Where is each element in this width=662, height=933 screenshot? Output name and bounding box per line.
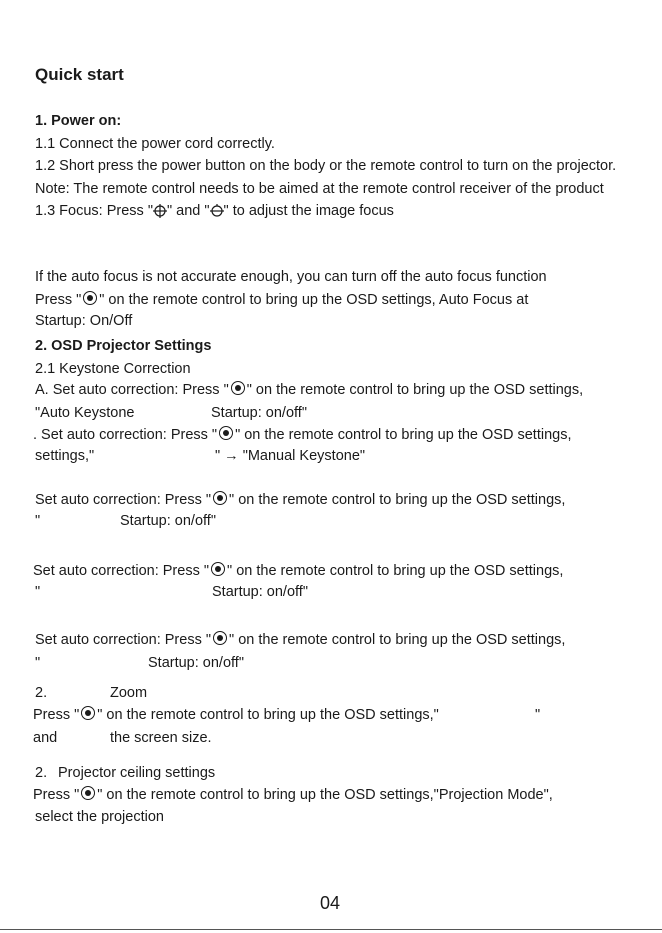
- text-line: Startup: on/off": [212, 584, 308, 600]
- text-line: Startup: on/off": [211, 405, 307, 421]
- text-line: ": [35, 584, 41, 600]
- ok-button-icon: [213, 631, 227, 645]
- note-line: Note: The remote control needs to be aimed at the remote control receiver of the product: [35, 181, 604, 197]
- text: Auto Focus at: [438, 292, 529, 308]
- text-line: 2.: [35, 685, 48, 701]
- text: " to adjust the image focus: [223, 203, 394, 219]
- bottom-divider: [0, 929, 662, 930]
- text: " on the remote control to bring up the OSD settings,: [229, 632, 566, 648]
- page-number: 04: [320, 893, 341, 913]
- text-line: [33, 706, 439, 724]
- text: " on the remote control to bring up the OSD settings,: [229, 492, 566, 508]
- text-line: ": [35, 655, 41, 671]
- ok-button-icon: [211, 562, 225, 576]
- text-line: [33, 786, 553, 804]
- text: " on the remote control to bring up the OSD settings,: [227, 563, 564, 579]
- ok-button-icon: [213, 491, 227, 505]
- text-line: [35, 381, 583, 399]
- page-title: Quick start: [35, 65, 124, 84]
- section2-heading: 2. OSD Projector Settings: [35, 338, 212, 354]
- text: . Set auto correction: Press ": [33, 427, 218, 443]
- ok-button-icon: [231, 381, 245, 395]
- text-line: Zoom: [110, 685, 148, 701]
- text: "Projection Mode",: [433, 787, 553, 803]
- text-line: " → "Manual Keystone": [215, 448, 366, 464]
- text-line: 1.2 Short press the power button on the body or the remote control to turn on the projector.: [35, 158, 617, 174]
- text: Set auto correction: Press ": [35, 492, 212, 508]
- focus-minus-icon: [210, 204, 224, 218]
- text: " on the remote control to bring up the OSD settings,: [235, 427, 572, 443]
- ok-button-icon: [219, 426, 233, 440]
- ok-button-icon: [81, 786, 95, 800]
- text-line: [35, 631, 565, 649]
- text-line: [33, 562, 563, 580]
- text-line: [35, 491, 565, 509]
- text-line: select the projection: [35, 809, 164, 825]
- section1-heading: 1. Power on:: [35, 113, 122, 129]
- text-line: 1.1 Connect the power cord correctly.: [35, 136, 275, 152]
- text-line: Startup: on/off": [148, 655, 244, 671]
- ok-button-icon: [83, 291, 97, 305]
- text-line: and: [33, 730, 58, 746]
- text: " on the remote control to bring up the OSD settings,: [97, 787, 434, 803]
- text: Set auto correction: Press ": [35, 632, 212, 648]
- text-line: "Auto Keystone: [35, 405, 135, 421]
- text: Press ": [33, 707, 80, 723]
- text-line: settings,": [35, 448, 95, 464]
- text: A. Set auto correction: Press ": [35, 382, 229, 398]
- text-line: Startup: on/off": [120, 513, 216, 529]
- text: 1.3 Focus: Press ": [35, 203, 153, 219]
- text-line: 2.: [35, 765, 48, 781]
- text: " on the remote control to bring up the OSD settings,": [97, 707, 439, 723]
- text-line: 2.1 Keystone Correction: [35, 361, 191, 377]
- text-line: ": [35, 513, 41, 529]
- focus-line: [35, 202, 394, 220]
- text: Press ": [35, 292, 82, 308]
- text-line: ": [535, 707, 541, 723]
- focus-plus-icon: [153, 204, 167, 218]
- ok-button-icon: [81, 706, 95, 720]
- text-line: Projector ceiling settings: [58, 765, 216, 781]
- text-line: Startup: On/Off: [35, 313, 133, 329]
- text: " on the remote control to bring up the OSD settings,: [99, 292, 436, 308]
- text: Set auto correction: Press ": [33, 563, 210, 579]
- press-line: [35, 291, 528, 309]
- text: " on the remote control to bring up the OSD settings,: [246, 382, 584, 398]
- text-line: the screen size.: [110, 730, 212, 746]
- text-line: If the auto focus is not accurate enough, you can turn off the auto focus function: [35, 269, 547, 285]
- text: " and ": [166, 203, 210, 219]
- text-line: [33, 426, 571, 444]
- text: Press ": [33, 787, 80, 803]
